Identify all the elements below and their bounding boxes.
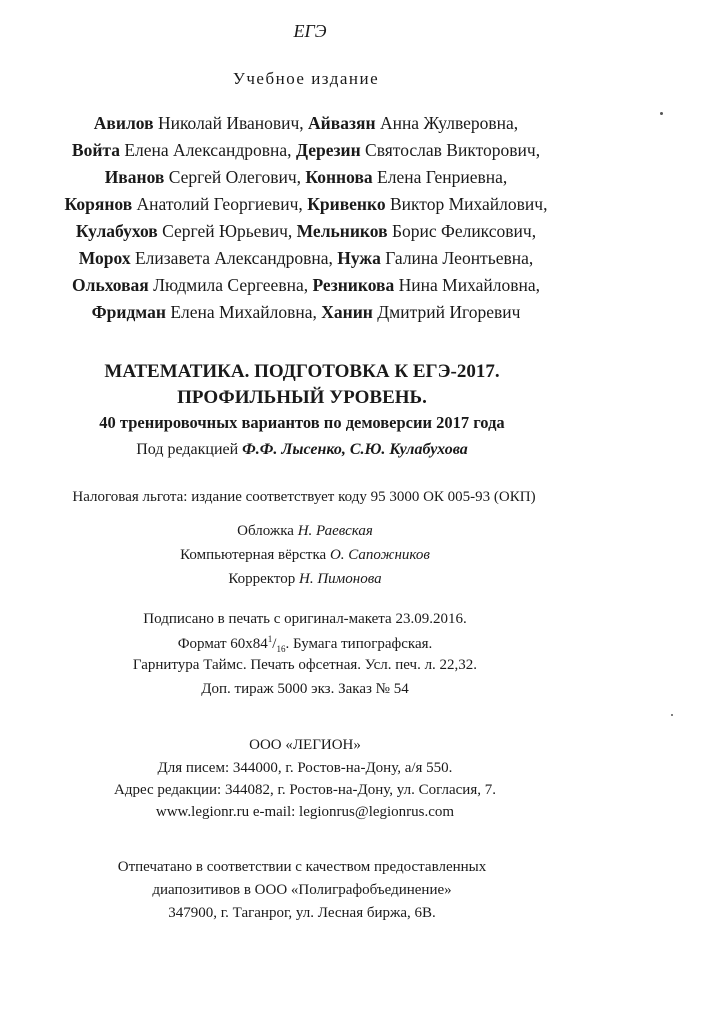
author-surname: Нужа <box>337 248 381 268</box>
author-surname: Кулабухов <box>75 221 158 241</box>
print-format: Формат $60x84^1/_{16}$. Бумага типографская. <box>177 634 433 654</box>
credit-layout <box>0 548 610 563</box>
credit-role: Корректор <box>228 571 296 587</box>
print-typeface: Гарнитура Таймс. Печать офсетная. Усл. печ. л. 22,32. <box>132 657 478 673</box>
book-title-line1: МАТЕМАТИКА. ПОДГОТОВКА К ЕГЭ-2017. <box>104 361 500 382</box>
author-name: Дмитрий Игоревич <box>377 302 521 322</box>
author-name: Анна Жулверовна, <box>379 113 519 133</box>
series-label: ЕГЭ <box>293 21 327 41</box>
author-name: Борис Феликсович, <box>391 221 537 241</box>
authors-line <box>0 250 612 268</box>
publisher-address: Адрес редакции: 344082, г. Ростов-на-Дону, ул. Согласия, 7. <box>114 782 496 798</box>
publisher-mail: Для писем: 344000, г. Ростов-на-Дону, а/я 550. <box>157 760 453 776</box>
author-name: Елена Михайловна, <box>170 302 317 322</box>
authors-line <box>0 196 612 214</box>
credit-role: Обложка <box>237 523 294 539</box>
author-name: Николай Иванович, <box>157 113 304 133</box>
author-name: Сергей Юрьевич, <box>162 221 293 241</box>
author-surname: Коннова <box>305 167 373 187</box>
footer-line: диапозитивов в ООО «Полиграфобъединение» <box>152 882 452 898</box>
editors-prefix: Под редакцией <box>136 441 239 458</box>
author-surname: Мельников <box>296 221 388 241</box>
author-surname: Ханин <box>321 302 373 322</box>
author-name: Сергей Олегович, <box>168 167 302 187</box>
tax-note: Налоговая льгота: издание соответствует коду 95 3000 ОК 005-93 (ОКП) <box>72 489 536 505</box>
format-sup: 1 <box>267 634 273 644</box>
author-name: Нина Михайловна, <box>398 275 540 295</box>
book-title-line2: ПРОФИЛЬНЫЙ УРОВЕНЬ. <box>177 387 427 408</box>
author-name: Елизавета Александровна, <box>134 248 333 268</box>
credit-role: Компьютерная вёрстка <box>180 547 327 563</box>
book-subtitle: 40 тренировочных вариантов по демоверсии 2017 года <box>99 413 505 432</box>
authors-line <box>0 277 612 295</box>
author-surname: Кривенко <box>307 194 386 214</box>
authors-line <box>0 115 612 133</box>
credit-cover <box>0 524 610 539</box>
format-suffix: . Бумага типографская. <box>285 636 433 652</box>
edition-type: Учебное издание <box>232 69 380 88</box>
author-surname: Резникова <box>312 275 395 295</box>
author-name: Анатолий Георгиевич, <box>136 194 303 214</box>
author-name: Елена Генриевна, <box>377 167 508 187</box>
author-surname: Морох <box>78 248 131 268</box>
author-surname: Дерезин <box>295 140 361 160</box>
print-signed: Подписано в печать с оригинал-макета 23.09.2016. <box>143 611 467 627</box>
format-prefix: Формат 60x84 <box>177 636 268 652</box>
authors-line <box>0 169 612 187</box>
print-run: Доп. тираж 5000 экз. Заказ № 54 <box>201 681 409 697</box>
author-name: Елена Александровна, <box>124 140 292 160</box>
author-surname: Авилов <box>93 113 154 133</box>
author-surname: Фридман <box>91 302 166 322</box>
editors-names: Ф.Ф. Лысенко, С.Ю. Кулабухова <box>242 441 468 458</box>
author-surname: Корянов <box>64 194 133 214</box>
footer-line: Отпечатано в соответствии с качеством предоставленных <box>117 859 487 875</box>
authors-line <box>0 142 612 160</box>
author-name: Святослав Викторович, <box>365 140 541 160</box>
credit-person: Н. Раевская <box>297 523 373 539</box>
author-surname: Иванов <box>104 167 165 187</box>
footer-line: 347900, г. Таганрог, ул. Лесная биржа, 6В. <box>168 905 436 921</box>
print-speck <box>671 714 673 716</box>
authors-line <box>0 223 612 241</box>
credit-proofreader <box>0 572 610 587</box>
author-name: Людмила Сергеевна, <box>153 275 309 295</box>
format-sub: 16 <box>276 644 286 654</box>
credit-person: О. Сапожников <box>329 547 430 563</box>
publisher-web: www.legionr.ru e-mail: legionrus@legionrus.com <box>155 804 455 820</box>
authors-line <box>0 304 612 322</box>
print-speck <box>660 112 663 115</box>
publisher-name: ООО «ЛЕГИОН» <box>249 737 361 753</box>
author-surname: Войта <box>71 140 120 160</box>
author-name: Галина Леонтьевна, <box>385 248 534 268</box>
author-name: Виктор Михайлович, <box>389 194 548 214</box>
author-surname: Айвазян <box>308 113 376 133</box>
credit-person: Н. Пимонова <box>299 571 382 587</box>
editors-line <box>0 442 604 458</box>
author-surname: Ольховая <box>72 275 149 295</box>
